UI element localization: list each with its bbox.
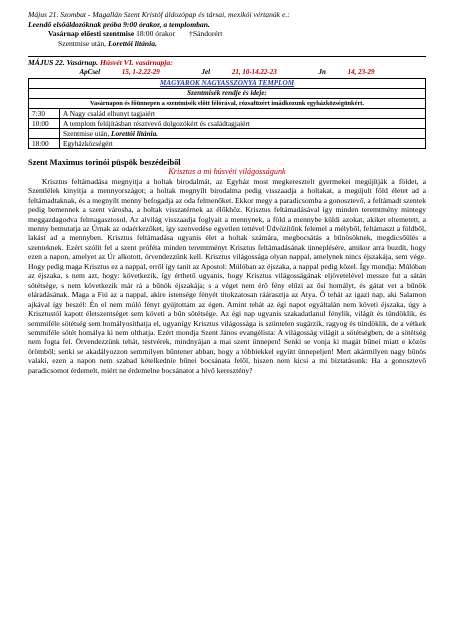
reading-2: [192, 68, 287, 76]
sermon-subtitle: Krisztus a mi húsvéti világosságunk: [168, 167, 286, 177]
sermon-title: Szent Maximus torinói püspök beszédeiből: [28, 157, 181, 167]
sunday-section: [28, 56, 426, 77]
reading-2-book: Jel: [201, 67, 211, 76]
schedule-intention: A templom felújításban résztvevő dolgozókért és családtagjaiért: [60, 118, 426, 128]
reading-3-ref: 14, 23-29: [347, 67, 375, 76]
subhead-row: [29, 88, 426, 98]
rosary-note: Vasárnapon és főünnepen a szentmisék előtt félórával, rózsafüzért imádkozunk egyházközségünkért.: [29, 98, 426, 108]
vigil-mass-time: 18:00 órakor: [134, 29, 176, 39]
reading-3-book: Jn: [318, 67, 326, 76]
schedule-intention: Egyházközségért: [60, 138, 426, 148]
schedule-litany: [60, 128, 426, 138]
readings: [28, 68, 426, 78]
reading-3: [309, 68, 385, 76]
schedule-time: 7:30: [29, 108, 60, 118]
sunday-title: [28, 58, 426, 68]
schedule-row: [29, 118, 426, 128]
schedule-time: [29, 128, 60, 138]
bulletin-page: [28, 10, 426, 375]
schedule-time: 18:00: [29, 138, 60, 148]
reading-1-ref: 15, 1-2.22-29: [121, 67, 160, 76]
schedule-row: [29, 108, 426, 118]
schedule-row: [29, 128, 426, 138]
reading-2-ref: 21, 10-14.22-23: [231, 67, 277, 76]
rehearsal-notice: Leendő elsőáldozóknak próba 9:00 órakor, a templomban.: [28, 19, 210, 29]
sermon-body: Krisztus feltámadása megnyitja a holtak birodalmát, az Egyház most megkeresztelt gyermekei megújítják a földet, a Szentlélek kinyitja a mennyországot; a holtak megnyílt birodalma pedig visszaadja a holtakat, a megújult föld életet ad a feltámadtaknak, és a megnyílt menny befogadja az oda felmenőket. Ekkor megy a paradicsomba a gonosztevő, a feltámadt szentek pedig bemennek a szent városba, a holtak visszatérnek az élőkhöz. Krisztus feltámadásával így minden teremtmény mintegy meggazdagodva felmagasztosul. Az alvilág visszaadja foglyait a mennynek, a föld a mennybe küldi azokat, akiket eltemetett, a menny bemutatja az Úrnak az odaérkezőket, így szenvedése egyetlen tettével Üdvözítőnk felemel a mélyből, feltámaszt a földből, lakást ad a mennyben. Krisztus feltámadása ugyanis élet a holtak számára, megbocsátás a bűnösöknek, megdicsőülés a szenteknek. Ezért szólít fel a szent próféta minden teremtményt Krisztus feltámadásának ünneplésére, amikor arra buzdít, hogy ezen a napon, amelyet az Úr alkotott, örvendezzünk kell. Krisztus világossága olyan nappal, amelynek nincs éjszakája, sem vége. Hogy pedig maga Krisztus ez a nappal, erről így tanít az Apostol: Múlóban az éjszaka, a nappal pedig közel. Így mondja: Múlóban az éjszaka, s nem azt, hogy: következik, így érthető ugyanis, hogy Krisztus világosságának eljövetelével messze fut a sátán sötétsége, s nem következik már rá a bűnök éjszakája; s a véget nem érő fény elűzi az ősi homályt, és gátat vet a bűnök eláradásának. Maga a Fiú az a nappal, akire istensége fényét titokzatosan ráárasztja az Atya. Ő tehát az igazi nap, aki Salamon ajkával így beszél: Én el nem múló fényt gyújtottam az égen. Amint tehát az égi napot egyáltalán nem követi éjszaka, úgy a Krisztustól kapott életszentséget sem követi a bűn sötétsége. Az égi nap ugyanis szakadatlanul fénylik, világít és tündöklik, és semmiféle sötétség sem homályosíthatja el, ugyanígy Krisztus világossága is szüntelen sugárzik, ragyog és tündöklik, de a vétkek semmiféle sötét homálya ki nem olthatja. Ezért mondja Szent János evangélista: A világosság világít a sötétségben, de a sötétség nem fogta fel. Örvendezzünk tehát, testvérek, mindnyájan a mai szent ünnepen! Senki se vonja ki magát bűnei miatt e közös örömből; senki se akadályozzon semmilyen bűntener abban, hogy a többiekkel együtt ünnepeljen! Mert akármilyen nagy bűnös valaki, ezen a napon nem szabad kételkednie bűnei bocsánata felől, hiszen nem kicsi a mi biztatásunk: Ha a gonosztevő paradicsomot érdemelt, miért ne érdemelne bocsánatot a hívő keresztény?: [28, 176, 426, 375]
vigil-mass-line: [28, 29, 426, 39]
vigil-mass-label: Vasárnap előesti szentmise: [48, 29, 135, 39]
church-row: [29, 78, 426, 88]
schedule-row: [29, 138, 426, 148]
litany-prefix-1: Szentmise után,: [58, 38, 108, 48]
vigil-mass-intention: †Sándorért: [189, 29, 223, 39]
reading-1-book: ApCsel: [79, 67, 101, 76]
litany-line-1: [28, 39, 426, 49]
litany-name-1: Lorettói litánia.: [107, 38, 157, 48]
schedule-subhead: Szentmisék rendje és ideje:: [29, 88, 426, 98]
litany-name-2: Lorettói litánia.: [111, 128, 159, 138]
note-row: [29, 98, 426, 108]
sunday-feast: Húsvét VI. vasárnapja:: [99, 58, 173, 68]
mass-schedule-table: [28, 78, 426, 149]
reading-1: [69, 68, 169, 76]
schedule-intention: A Nagy család elhunyt tagjaiért: [60, 108, 426, 118]
church-name: MAGYAROK NAGYASSZONYA TEMPLOM: [29, 78, 426, 88]
litany-prefix-2: Szentmise után,: [63, 128, 112, 138]
sunday-date: MÁJUS 22. Vasárnap.: [28, 58, 100, 68]
saturday-heading: Május 21. Szombat - Magallán Szent Kristóf áldozópap és társai, mexikói vértanúk e.:: [28, 10, 290, 19]
schedule-time: 10:00: [29, 118, 60, 128]
